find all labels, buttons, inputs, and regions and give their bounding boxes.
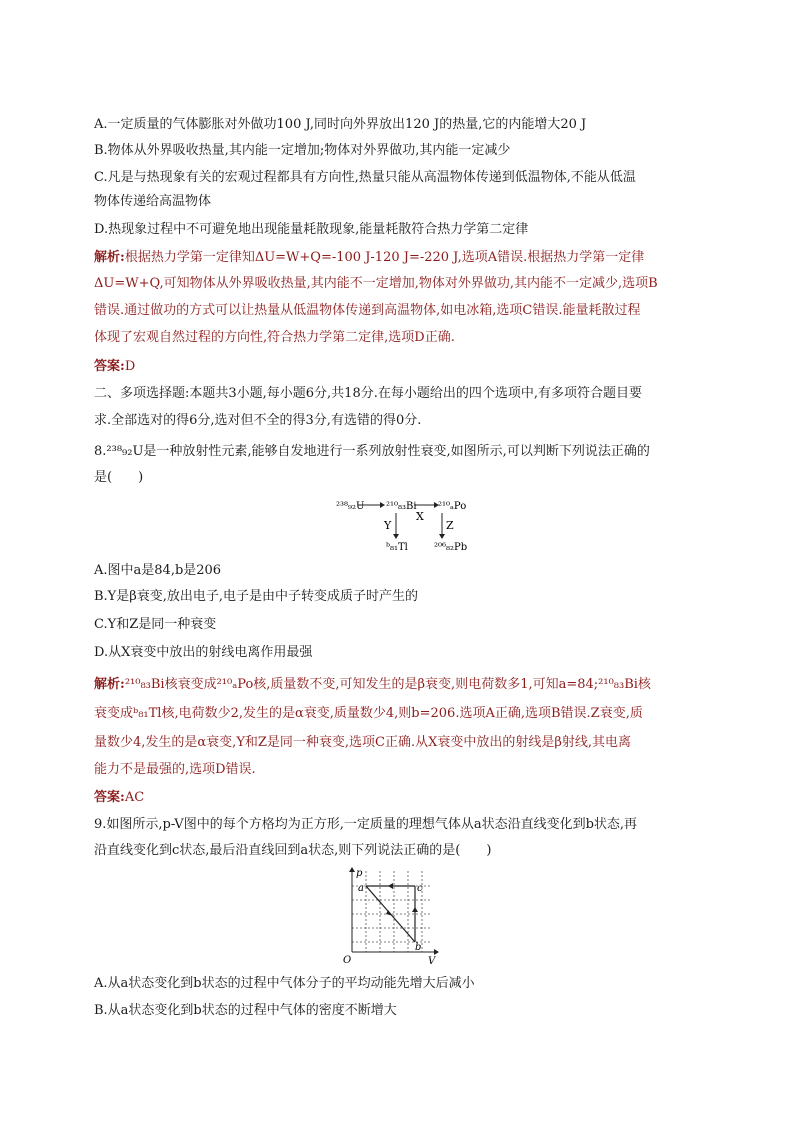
q8-option-a: A.图中a是84,b是206 (94, 563, 222, 578)
pv-point-b: b (415, 942, 422, 953)
q8-option-d: D.从X衰变中放出的射线电离作用最强 (94, 645, 313, 660)
q8-stem-cont: 是( ) (94, 470, 144, 485)
q7-option-c-cont: 物体传递给高温物体 (94, 194, 212, 209)
analysis-label: 解析: (94, 250, 125, 265)
q8-option-b: B.Y是β衰变,放出电子,电子是由中子转变成质子时产生的 (94, 589, 419, 604)
decay-pb: ²⁰⁶₈₂Pb (434, 542, 468, 553)
q7-option-b: B.物体从外界吸收热量,其内能一定增加;物体对外界做功,其内能一定减少 (94, 143, 511, 158)
pv-axis-p: p (356, 868, 363, 879)
decay-y-label: Y (384, 519, 392, 532)
q7-analysis-line-1: 解析:根据热力学第一定律知ΔU=W+Q=-100 J-120 J=-220 J,选项A错误.根据热力学第一定律 (94, 250, 645, 265)
section-2-heading-cont: 求.全部选对的得6分,选对但不全的得3分,有选错的得0分. (94, 413, 422, 428)
decay-chain-diagram (330, 492, 470, 556)
q9-option-b: B.从a状态变化到b状态的过程中气体的密度不断增大 (94, 1003, 397, 1018)
pv-graph (340, 866, 440, 966)
q7-analysis-line-2: ΔU=W+Q,可知物体从外界吸收热量,其内能不一定增加,物体对外界做功,其内能不一定减少,选项B (94, 276, 658, 291)
q9-stem-cont: 沿直线变化到c状态,最后沿直线回到a状态,则下列说法正确的是( ) (94, 843, 492, 858)
analysis-label: 解析: (94, 677, 125, 692)
q8-stem: 8.²³⁸₉₂U是一种放射性元素,能够自发地进行一系列放射性衰变,如图所示,可以判断下列说法正确的 (94, 444, 650, 459)
pv-axis-v: V (428, 956, 436, 966)
q7-analysis-line-4: 体现了宏观自然过程的方向性,符合热力学第二定律,选项D正确. (94, 330, 455, 345)
q8-analysis-line-3: 量数少4,发生的是α衰变,Y和Z是同一种衰变,选项C正确.从X衰变中放出的射线是β射线,其电离 (94, 735, 632, 750)
decay-z-label: Z (446, 519, 454, 532)
q8-analysis-line-1: 解析:²¹⁰₈₃Bi核衰变成²¹⁰ₐPo核,质量数不变,可知发生的是β衰变,则电荷数多1,可知a=84;²¹⁰₈₃Bi核 (94, 677, 651, 692)
q8-analysis-line-2: 衰变成ᵇ₈₁Tl核,电荷数少2,发生的是α衰变,质量数少4,则b=206.选项A正确,选项B错误.Z衰变,质 (94, 706, 643, 721)
decay-x-label: X (416, 510, 424, 523)
answer-label: 答案: (94, 790, 125, 805)
q7-option-d: D.热现象过程中不可避免地出现能量耗散现象,能量耗散符合热力学第二定律 (94, 222, 529, 237)
decay-u: ²³⁸₉₂U (336, 501, 365, 512)
q7-option-a: A.一定质量的气体膨胀对外做功100 J,同时向外界放出120 J的热量,它的内能增大20 J (94, 117, 587, 132)
decay-tl: ᵇ₈₁Tl (386, 542, 408, 553)
q9-option-a: A.从a状态变化到b状态的过程中气体分子的平均动能先增大后减小 (94, 976, 475, 991)
q7-option-c: C.凡是与热现象有关的宏观过程都具有方向性,热量只能从高温物体传递到低温物体,不能从低温 (94, 170, 636, 185)
q8-analysis-line-4: 能力不是最强的,选项D错误. (94, 762, 256, 777)
q7-answer (94, 359, 135, 375)
q7-analysis-line-3: 错误.通过做功的方式可以让热量从低温物体传递到高温物体,如电冰箱,选项C错误.能量耗散过程 (94, 303, 641, 318)
q8-answer (94, 790, 144, 806)
decay-bi: ²¹⁰₈₃Bi (386, 501, 417, 512)
q8-option-c: C.Y和Z是同一种衰变 (94, 617, 217, 632)
decay-po: ²¹⁰ₐPo (438, 501, 467, 512)
pv-point-c: c (417, 883, 423, 894)
answer-value: D (124, 359, 136, 374)
section-2-heading: 二、多项选择题:本题共3小题,每小题6分,共18分.在每小题给出的四个选项中,有多项符合题目要 (94, 386, 642, 401)
pv-point-a: a (358, 883, 364, 894)
answer-label: 答案: (94, 359, 125, 374)
answer-value: AC (124, 790, 145, 805)
pv-origin: O (343, 955, 352, 966)
q9-stem: 9.如图所示,p-V图中的每个方格均为正方形,一定质量的理想气体从a状态沿直线变化到b状态,再 (94, 817, 638, 832)
